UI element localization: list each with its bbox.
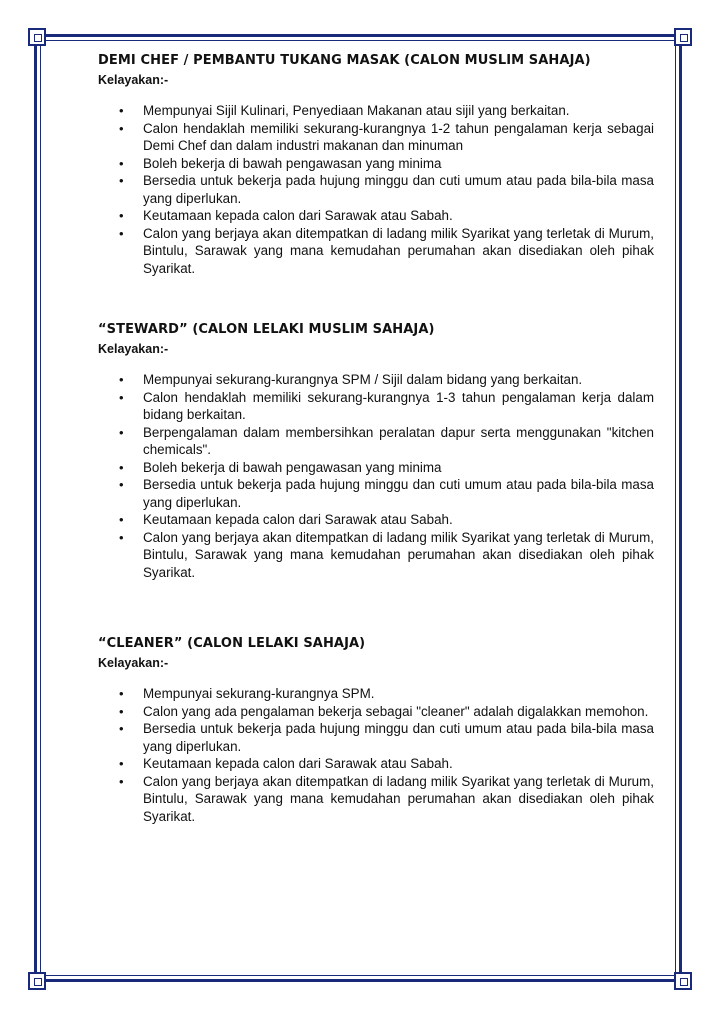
list-item: [98, 155, 654, 173]
corner-ornament-icon: [674, 972, 692, 990]
list-item-text: Calon yang berjaya akan ditempatkan di ladang milik Syarikat yang terletak di Murum, Bintulu, Sarawak yang mana kemudahan perumahan akan disediakan oleh pihak Syarikat.: [143, 529, 654, 580]
requirements-list: [98, 371, 654, 581]
list-item: [98, 459, 654, 477]
section-subtitle: Kelayakan:-: [98, 73, 169, 87]
list-item: [98, 172, 654, 207]
bullet-icon: •: [119, 756, 124, 771]
bullet-icon: •: [119, 529, 124, 545]
list-item-text: Calon yang ada pengalaman bekerja sebagai "cleaner" adalah digalakkan memohon.: [143, 703, 649, 719]
list-item: [98, 703, 654, 721]
bullet-icon: •: [119, 721, 124, 736]
bullet-icon: •: [119, 686, 124, 701]
section-steward: [98, 321, 654, 581]
list-item: [98, 389, 654, 424]
bullet-icon: •: [119, 389, 124, 405]
list-item-text: Calon yang berjaya akan ditempatkan di ladang milik Syarikat yang terletak di Murum, Bintulu, Sarawak yang mana kemudahan perumahan akan disediakan oleh pihak Syarikat.: [143, 225, 654, 276]
list-item: [98, 225, 654, 278]
list-item: [98, 720, 654, 755]
requirements-list: [98, 685, 654, 825]
section-demi-chef: [98, 52, 654, 277]
list-item-text: Keutamaan kepada calon dari Sarawak atau Sabah.: [143, 512, 453, 527]
bullet-icon: •: [119, 155, 124, 171]
list-item-text: Boleh bekerja di bawah pengawasan yang minima: [143, 155, 442, 171]
list-item-text: Keutamaan kepada calon dari Sarawak atau Sabah.: [143, 208, 453, 223]
list-item: [98, 207, 654, 225]
spacer: [98, 277, 654, 321]
list-item-text: Berpengalaman dalam membersihkan peralatan dapur serta menggunakan "kitchen chemicals".: [143, 424, 654, 457]
bullet-icon: •: [119, 703, 124, 719]
bullet-icon: •: [119, 208, 124, 223]
list-item-text: Calon hendaklah memiliki sekurang-kurangnya 1-2 tahun pengalaman kerja sebagai Demi Chef dan dalam industri makanan dan minuman: [143, 120, 654, 153]
section-subtitle: Kelayakan:-: [98, 342, 169, 356]
bullet-icon: •: [119, 173, 124, 188]
list-item-text: Bersedia untuk bekerja pada hujung minggu dan cuti umum atau pada bila-bila masa yang diperlukan.: [143, 173, 654, 206]
section-subtitle: Kelayakan:-: [98, 656, 169, 670]
requirements-list: [98, 102, 654, 277]
list-item: [98, 102, 654, 120]
list-item-text: Bersedia untuk bekerja pada hujung minggu dan cuti umum atau pada bila-bila masa yang diperlukan.: [143, 721, 654, 754]
bullet-icon: •: [119, 120, 124, 136]
list-item: [98, 476, 654, 511]
section-cleaner: [98, 635, 654, 825]
bullet-icon: •: [119, 103, 124, 118]
list-item-text: Mempunyai sekurang-kurangnya SPM / Sijil dalam bidang yang berkaitan.: [143, 372, 583, 387]
bullet-icon: •: [119, 424, 124, 440]
bullet-icon: •: [119, 225, 124, 241]
list-item-text: Keutamaan kepada calon dari Sarawak atau Sabah.: [143, 756, 453, 771]
list-item: [98, 529, 654, 582]
list-item-text: Calon yang berjaya akan ditempatkan di ladang milik Syarikat yang terletak di Murum, Bintulu, Sarawak yang mana kemudahan perumahan akan disediakan oleh pihak Syarikat.: [143, 773, 654, 824]
list-item-text: Bersedia untuk bekerja pada hujung minggu dan cuti umum atau pada bila-bila masa yang diperlukan.: [143, 477, 654, 510]
list-item: [98, 120, 654, 155]
section-title: DEMI CHEF / PEMBANTU TUKANG MASAK (CALON MUSLIM SAHAJA): [98, 53, 591, 68]
list-item: [98, 685, 654, 703]
list-item-text: Mempunyai sekurang-kurangnya SPM.: [143, 686, 375, 701]
corner-ornament-icon: [28, 972, 46, 990]
bullet-icon: •: [119, 477, 124, 492]
list-item-text: Boleh bekerja di bawah pengawasan yang minima: [143, 459, 442, 475]
list-item-text: Mempunyai Sijil Kulinari, Penyediaan Makanan atau sijil yang berkaitan.: [143, 103, 570, 118]
spacer: [98, 581, 654, 635]
list-item: [98, 424, 654, 459]
list-item-text: Calon hendaklah memiliki sekurang-kurangnya 1-3 tahun pengalaman kerja dalam bidang berkaitan.: [143, 389, 654, 422]
list-item: [98, 371, 654, 389]
list-item: [98, 511, 654, 529]
document-body: [98, 52, 654, 825]
corner-ornament-icon: [28, 28, 46, 46]
list-item: [98, 773, 654, 826]
section-title: “STEWARD” (CALON LELAKI MUSLIM SAHAJA): [98, 322, 435, 337]
corner-ornament-icon: [674, 28, 692, 46]
bullet-icon: •: [119, 372, 124, 387]
section-title: “CLEANER” (CALON LELAKI SAHAJA): [98, 636, 366, 651]
bullet-icon: •: [119, 459, 124, 475]
bullet-icon: •: [119, 512, 124, 527]
list-item: [98, 755, 654, 773]
bullet-icon: •: [119, 773, 124, 789]
